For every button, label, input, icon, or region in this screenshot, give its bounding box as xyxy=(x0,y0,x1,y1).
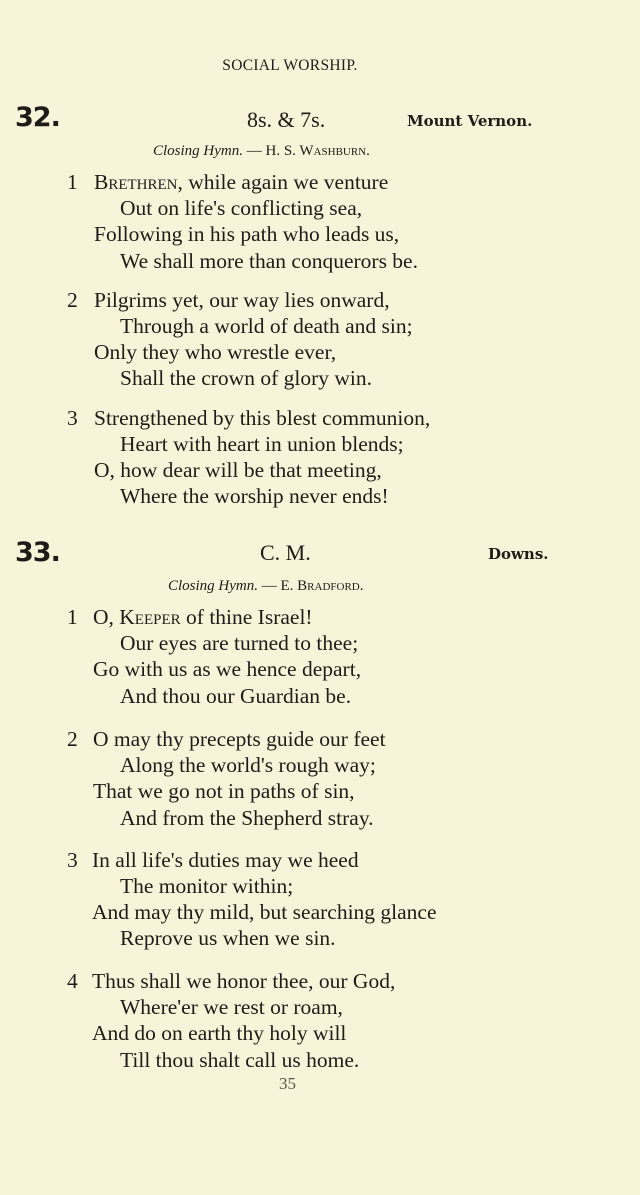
verse-line: That we go not in paths of sin, xyxy=(93,779,355,803)
verse-line: Our eyes are turned to thee; xyxy=(120,631,359,655)
verse-line: And may thy mild, but searching glance xyxy=(92,900,437,924)
verse-line: And from the Shepherd stray. xyxy=(120,806,374,830)
verse-line: We shall more than conquerors be. xyxy=(120,249,418,273)
hymn-number: 33. xyxy=(15,537,60,568)
hymn-meter: 8s. & 7s. xyxy=(247,107,326,132)
attribution-author: H. S. Washburn. xyxy=(265,143,370,159)
verse-number: 3 xyxy=(67,406,78,430)
verse-number: 1 xyxy=(67,605,78,629)
hymn-number: 32. xyxy=(15,102,60,133)
attribution-title: Closing Hymn. xyxy=(153,143,243,159)
verse-line: Shall the crown of glory win. xyxy=(120,366,372,390)
verse-line: And do on earth thy holy will xyxy=(92,1021,347,1045)
attribution-title: Closing Hymn. xyxy=(168,578,258,594)
verse-line: O, Keeper of thine Israel! xyxy=(93,605,313,629)
verse-number: 2 xyxy=(67,727,78,751)
hymn-attribution: Closing Hymn. — H. S. Washburn. xyxy=(153,143,370,159)
running-head: SOCIAL WORSHIP. xyxy=(222,57,358,74)
verse-line: Following in his path who leads us, xyxy=(94,222,400,246)
verse-line: Only they who wrestle ever, xyxy=(94,340,337,364)
verse-line: Brethren, while again we venture xyxy=(94,170,389,194)
verse-line: Through a world of death and sin; xyxy=(120,314,413,338)
verse-line: Out on life's conflicting sea, xyxy=(120,196,363,220)
verse-line: O may thy precepts guide our feet xyxy=(93,727,386,751)
verse-line: Pilgrims yet, our way lies onward, xyxy=(94,288,390,312)
verse-number: 1 xyxy=(67,170,78,194)
page-number: 35 xyxy=(279,1074,296,1093)
verse-number: 3 xyxy=(67,848,78,872)
verse-number: 4 xyxy=(67,969,78,993)
verse-line: O, how dear will be that meeting, xyxy=(94,458,382,482)
hymn-attribution: Closing Hymn. — E. Bradford. xyxy=(168,578,364,594)
attribution-author: E. Bradford. xyxy=(280,578,364,594)
tune-name: Downs. xyxy=(488,545,549,563)
verse-line: Heart with heart in union blends; xyxy=(120,432,404,456)
verse-number: 2 xyxy=(67,288,78,312)
verse-line: The monitor within; xyxy=(120,874,294,898)
verse-line: Reprove us when we sin. xyxy=(120,926,336,950)
verse-line: Till thou shalt call us home. xyxy=(120,1048,360,1072)
verse-line: Strengthened by this blest communion, xyxy=(94,406,431,430)
verse-line: In all life's duties may we heed xyxy=(92,848,359,872)
verse-line: Along the world's rough way; xyxy=(120,753,376,777)
verse-line: Where'er we rest or roam, xyxy=(120,995,343,1019)
tune-name: Mount Vernon. xyxy=(407,112,533,130)
verse-line: Where the worship never ends! xyxy=(120,484,389,508)
verse-line: Thus shall we honor thee, our God, xyxy=(92,969,396,993)
verse-line: Go with us as we hence depart, xyxy=(93,657,362,681)
verse-line: And thou our Guardian be. xyxy=(120,684,352,708)
hymn-meter: C. M. xyxy=(260,540,311,565)
